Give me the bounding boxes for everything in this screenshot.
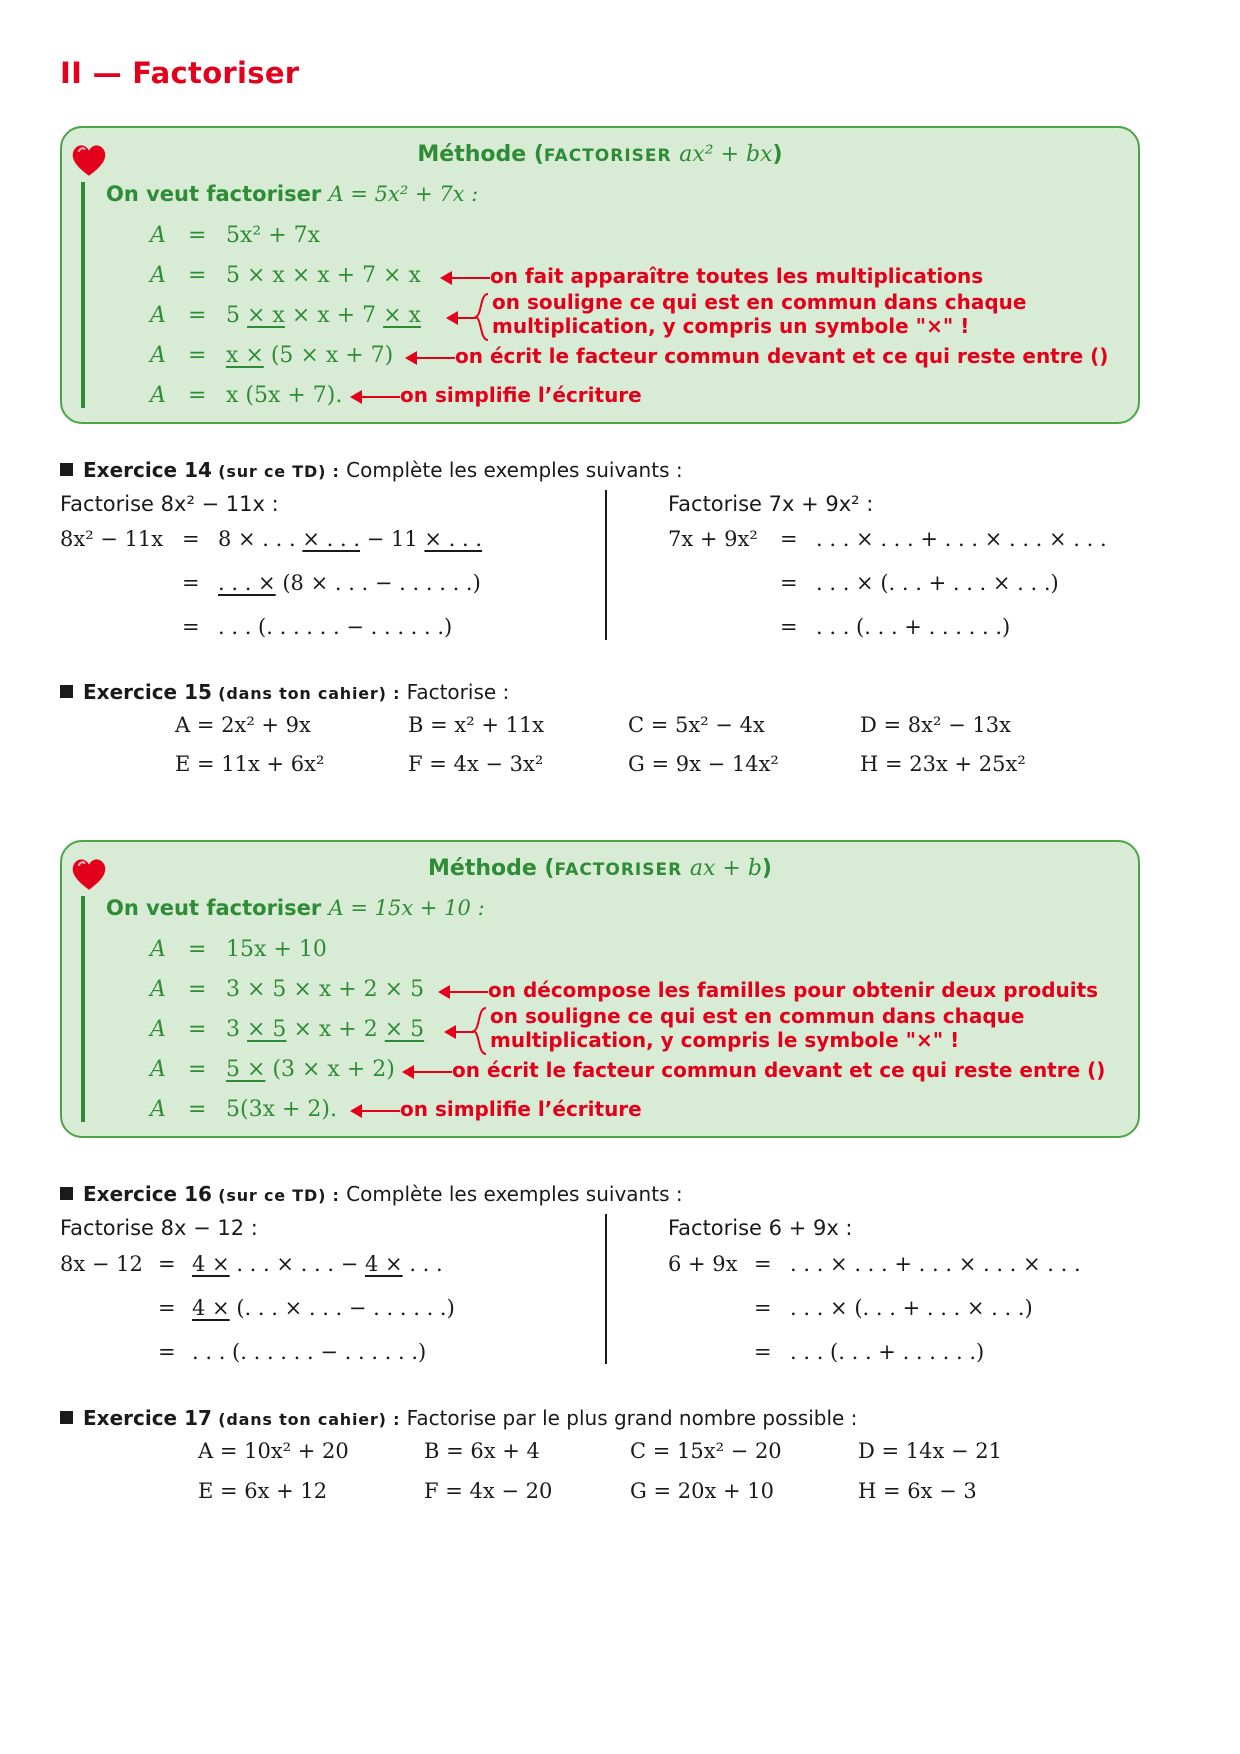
arrow-left-icon [448, 317, 476, 319]
ex15-item: D = 8x² − 13x [860, 713, 1011, 737]
exercise-17-header [60, 1406, 857, 1430]
exercise-label: Exercice 14 [83, 458, 212, 482]
method-intro [106, 182, 478, 206]
ex17-item: A = 10x² + 20 [198, 1439, 349, 1463]
exercise-14-header [60, 458, 683, 482]
method-note: on décompose les familles pour obtenir deux produits [488, 978, 1099, 1002]
method-title-caps: FACTORISER [554, 860, 683, 880]
exercise-where: (dans ton cahier) : [218, 1410, 401, 1429]
exercise-16-header [60, 1182, 683, 1206]
exercise-15-header [60, 680, 509, 704]
ex16-right-title: Factorise 6 + 9x : [668, 1216, 853, 1240]
ex14-right-line1: 7x + 9x² = . . . × . . . + . . . × . . . × . . . [668, 527, 1107, 551]
method-intro-formula: A = 15x + 10 : [328, 896, 485, 920]
method-note: on fait apparaître toutes les multiplications [490, 264, 984, 288]
exercise-instruction: Factorise par le plus grand nombre possible : [406, 1406, 858, 1430]
ex16-left-line1: 8x − 12 = 4 × . . . × . . . − 4 × . . . [60, 1252, 443, 1276]
ex17-item: G = 20x + 10 [630, 1479, 774, 1503]
method-row: A = 5 × (3 × x + 2) [150, 1057, 395, 1082]
ex17-item: F = 4x − 20 [424, 1479, 553, 1503]
exercise-instruction: Complète les exemples suivants : [346, 458, 683, 482]
method-left-bar [81, 896, 85, 1122]
ex15-item: E = 11x + 6x² [175, 752, 325, 776]
ex15-item: F = 4x − 3x² [408, 752, 544, 776]
method-row: A = x (5x + 7). [150, 383, 343, 408]
ex17-item: B = 6x + 4 [424, 1439, 540, 1463]
ex17-item: E = 6x + 12 [198, 1479, 328, 1503]
square-bullet-icon [60, 1187, 73, 1200]
method-intro-text: On veut factoriser [106, 182, 322, 206]
method-title-suffix: ) [772, 142, 783, 167]
method-left-bar [81, 182, 85, 408]
brace-icon [474, 292, 490, 342]
square-bullet-icon [60, 685, 73, 698]
ex14-right-title: Factorise 7x + 9x² : [668, 492, 874, 516]
method-title-prefix: Méthode ( [428, 856, 555, 881]
method-note: on souligne ce qui est en commun dans chaque [492, 290, 1027, 314]
method-box-factoriser-ax-b [60, 840, 1140, 1138]
method-note: multiplication, y compris un symbole "×" ! [492, 314, 970, 338]
arrow-left-icon [407, 357, 455, 359]
method-title-formula: ax² + bx [679, 142, 773, 167]
arrow-left-icon [446, 1031, 474, 1033]
method-title [62, 856, 1138, 881]
exercise-where: (dans ton cahier) : [218, 684, 401, 703]
brace-icon [472, 1006, 488, 1056]
method-row: A = 5 × x × x + 7 × x [150, 303, 421, 328]
arrow-left-icon [352, 396, 400, 398]
arrow-left-icon [442, 277, 490, 279]
ex15-item: A = 2x² + 9x [175, 713, 311, 737]
method-title [62, 142, 1138, 167]
method-note: on simplifie l’écriture [400, 1097, 642, 1121]
method-row: A = 5(3x + 2). [150, 1097, 337, 1122]
method-intro-text: On veut factoriser [106, 896, 322, 920]
ex16-left-title: Factorise 8x − 12 : [60, 1216, 258, 1240]
exercise-label: Exercice 16 [83, 1182, 212, 1206]
method-row: A = x × (5 × x + 7) [150, 343, 394, 368]
ex15-item: C = 5x² − 4x [628, 713, 765, 737]
method-title-caps: FACTORISER [543, 146, 672, 166]
method-row: A = 5x² + 7x [150, 223, 321, 248]
method-row: A = 3 × 5 × x + 2 × 5 [150, 1017, 425, 1042]
method-box-factoriser-ax2-bx [60, 126, 1140, 424]
method-intro-formula: A = 5x² + 7x : [328, 182, 479, 206]
exercise-label: Exercice 17 [83, 1406, 212, 1430]
exercise-instruction: Complète les exemples suivants : [346, 1182, 683, 1206]
ex17-item: D = 14x − 21 [858, 1439, 1003, 1463]
method-row: A = 3 × 5 × x + 2 × 5 [150, 977, 425, 1002]
ex14-left-title: Factorise 8x² − 11x : [60, 492, 279, 516]
method-note: on écrit le facteur commun devant et ce qui reste entre () [452, 1058, 1106, 1082]
method-note: on écrit le facteur commun devant et ce qui reste entre () [455, 344, 1109, 368]
column-divider [605, 1214, 607, 1364]
method-note: on souligne ce qui est en commun dans chaque [490, 1004, 1025, 1028]
exercise-where: (sur ce TD) : [218, 462, 340, 481]
method-note: multiplication, y compris le symbole "×" ! [490, 1028, 960, 1052]
method-row: A = 15x + 10 [150, 937, 327, 962]
ex15-item: G = 9x − 14x² [628, 752, 779, 776]
ex17-item: C = 15x² − 20 [630, 1439, 782, 1463]
arrow-left-icon [404, 1071, 452, 1073]
column-divider [605, 490, 607, 640]
ex14-left-line1: 8x² − 11x = 8 × . . . × . . . − 11 × . . . [60, 527, 483, 551]
section-title: II — Factoriser [60, 56, 300, 90]
method-title-formula: ax + b [689, 856, 762, 881]
method-title-suffix: ) [761, 856, 772, 881]
ex15-item: B = x² + 11x [408, 713, 545, 737]
square-bullet-icon [60, 1411, 73, 1424]
ex17-item: H = 6x − 3 [858, 1479, 977, 1503]
exercise-instruction: Factorise : [406, 680, 510, 704]
square-bullet-icon [60, 463, 73, 476]
method-intro [106, 896, 485, 920]
exercise-where: (sur ce TD) : [218, 1186, 340, 1205]
method-row: A = 5 × x × x + 7 × x [150, 263, 421, 288]
method-title-prefix: Méthode ( [417, 142, 544, 167]
arrow-left-icon [440, 991, 488, 993]
method-note: on simplifie l’écriture [400, 383, 642, 407]
exercise-label: Exercice 15 [83, 680, 212, 704]
ex15-item: H = 23x + 25x² [860, 752, 1026, 776]
ex16-right-line1: 6 + 9x = . . . × . . . + . . . × . . . × . . . [668, 1252, 1081, 1276]
arrow-left-icon [352, 1110, 400, 1112]
